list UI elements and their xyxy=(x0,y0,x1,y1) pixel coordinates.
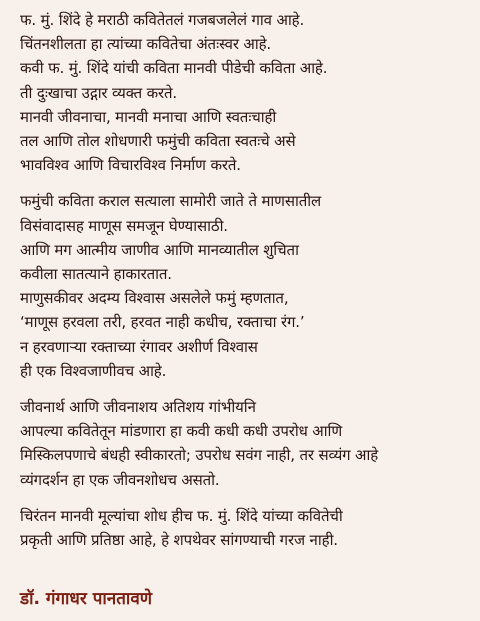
text-line: चिंतनशीलता हा त्यांच्या कवितेचा अंतःस्वर आहे. xyxy=(20,35,272,54)
quoted-line: ‘माणूस हरवला तरी, हरवत नाही कधीच, रक्ताचा रंग.’ xyxy=(20,313,305,332)
paragraph-gap xyxy=(20,177,466,189)
text-line: तल आणि तोल शोधणारी फमुंची कविता स्वतःचे असे xyxy=(20,132,296,151)
text-line: ही एक विश्वजाणीवच आहे. xyxy=(20,361,167,380)
text-line: माणुसकीवर अदम्य विश्वास असलेले फमुं म्हणतात, xyxy=(20,289,289,308)
text-line: कवीला सातत्याने हाकारतात. xyxy=(20,265,172,284)
text-line: फमुंची कविता कराल सत्याला सामोरी जाते ते माणसातील xyxy=(20,192,322,211)
text-line: प्रकृती आणि प्रतिष्ठा आहे, हे शपथेवर सांगण्याची गरज नाही. xyxy=(20,531,338,550)
text-line: ती दुःखाचा उद्गार व्यक्त करते. xyxy=(20,83,177,102)
paragraph-gap xyxy=(20,492,466,504)
text-line: फ. मुं. शिंदे हे मराठी कवितेतलं गजबजलेलं गाव आहे. xyxy=(20,11,305,29)
text-line: कवी फ. मुं. शिंदे यांची कविता मानवी पीडेची कविता आहे. xyxy=(20,59,328,78)
paragraph-4 xyxy=(20,504,466,552)
paragraph-gap xyxy=(20,383,466,395)
text-line: जीवनार्थ आणि जीवनाशय अतिशय गांभीयनि xyxy=(20,398,256,417)
paragraph-1 xyxy=(20,8,466,177)
text-line: आणि मग आत्मीय जाणीव आणि मानव्यातील शुचिता xyxy=(20,240,299,259)
paragraph-3 xyxy=(20,395,466,492)
text-line: विसंवादासह माणूस समजून घेण्यासाठी. xyxy=(20,216,228,235)
text-line: व्यंगदर्शन हा एक जीवनशोधच असतो. xyxy=(20,470,220,489)
text-line: मिस्किलपणाचे बंधही स्वीकारतो; उपरोध सवंग नाही, तर सव्यंग आहे xyxy=(20,446,379,465)
text-line: चिरंतन मानवी मूल्यांचा शोध हीच फ. मुं. शिंदे यांच्या कवितेची xyxy=(20,506,343,525)
text-line: भावविश्व आणि विचारविश्व निर्माण करते. xyxy=(20,156,241,175)
text-line: आपल्या कवितेतून मांडणारा हा कवी कधी कधी उपरोध आणि xyxy=(20,422,343,441)
author-signature: डॉ. गंगाधर पानतावणे xyxy=(20,589,153,609)
text-line: मानवी जीवनाचा, मानवी मनाचा आणि स्वतःचाही xyxy=(20,107,277,126)
paragraph-2 xyxy=(20,189,466,383)
text-line: न हरवणाऱ्या रक्ताच्या रंगावर अशीर्ण विश्वास xyxy=(20,337,258,356)
